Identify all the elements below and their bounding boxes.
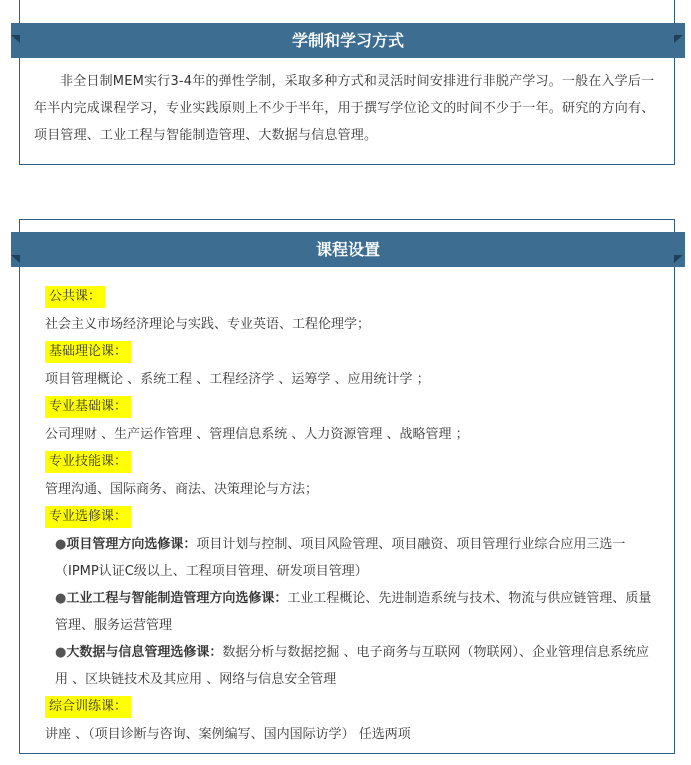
training-text: 讲座 、（项目诊断与咨询、案例编写、国内国际访学） 任选两项: [45, 727, 411, 742]
banner-fold-left: [11, 35, 20, 43]
elective-item: [45, 585, 655, 639]
course-group-text: 社会主义市场经济理论与实践、专业英语、工程伦理学；: [45, 317, 371, 332]
elective-direction-name: 大数据与信息管理选修课：: [66, 645, 223, 660]
banner-fold-right: [674, 255, 683, 263]
banner-fold-right: [674, 35, 683, 43]
elective-direction-text: 项目计划与控制、项目风险管理、项目融资、项目管理行业综合应用三选一（IPMP认证C级以上、工程项目管理、研发项目管理）: [55, 537, 626, 579]
curriculum-body: [45, 283, 655, 748]
training-label: 综合训练课：: [45, 696, 131, 718]
elective-direction-text: 工业工程概论、先进制造系统与技术、物流与供应链管理、质量管理、服务运营管理: [55, 591, 652, 633]
elective-direction-text: 数据分析与数据挖掘 、电子商务与互联网（物联网）、企业管理信息系统应用 、区块链技术及其应用 、网络与信息安全管理: [55, 645, 649, 687]
course-group-label: 专业技能课：: [45, 451, 131, 473]
elective-item: [45, 531, 655, 585]
curriculum-title: 课程设置: [11, 232, 685, 267]
bullet-icon: ●: [55, 645, 67, 660]
course-group-label: 公共课：: [45, 286, 105, 308]
bullet-icon: ●: [55, 591, 67, 606]
course-group-label: 基础理论课：: [45, 341, 131, 363]
course-group-text: 项目管理概论 、系统工程 、工程经济学 、运筹学 、应用统计学 ；: [45, 372, 430, 387]
elective-direction-name: 项目管理方向选修课：: [66, 537, 197, 552]
bullet-icon: ●: [55, 537, 67, 552]
study-mode-paragraph: 非全日制MEM实行3-4年的弹性学制，采取多种方式和灵活时间安排进行非脱产学习。一般在入学后一年半内完成课程学习，专业实践原则上不少于半年，用于撰写学位论文的时间不少于一年。研究的方向有、项目管理、工业工程与智能制造管理、大数据与信息管理。: [34, 74, 655, 143]
course-group-text: 公司理财 、生产运作管理 、管理信息系统 、人力资源管理 、战略管理 ；: [45, 427, 469, 442]
banner-fold-left: [11, 255, 20, 263]
course-group-text: 管理沟通、国际商务、商法、决策理论与方法；: [45, 482, 319, 497]
curriculum-card: [19, 219, 675, 754]
elective-direction-name: 工业工程与智能制造管理方向选修课：: [66, 591, 288, 606]
study-mode-card: [19, 0, 675, 165]
elective-item: [45, 639, 655, 693]
study-mode-title: 学制和学习方式: [11, 23, 685, 58]
course-group-label: 专业基础课：: [45, 396, 131, 418]
elective-label: 专业选修课：: [45, 506, 131, 528]
